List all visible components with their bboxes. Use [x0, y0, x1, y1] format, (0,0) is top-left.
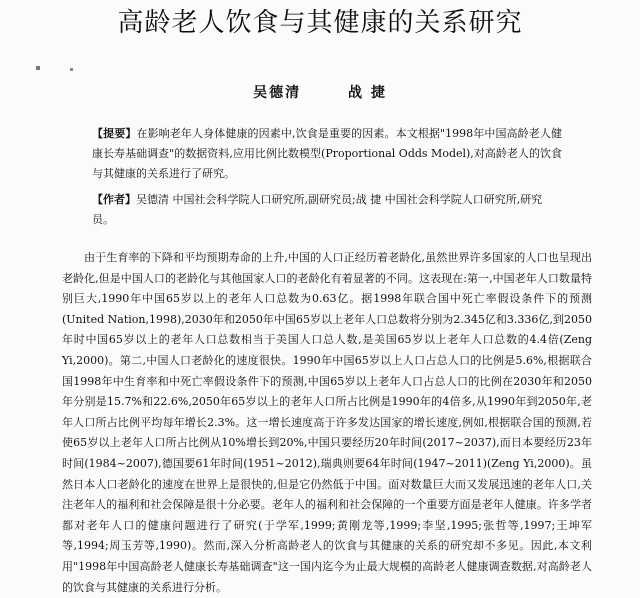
author-line	[0, 82, 640, 102]
abstract	[92, 124, 562, 184]
abstract-text: 在影响老年人身体健康的因素中,饮食是重要的因素。本文根据"1998年中国高龄老人健康长寿基础调查"的数据资料,应用比例比数模型(Proportional Odds Model),对高龄老人的饮食与其健康的关系进行了研究。	[92, 127, 562, 180]
scan-speck	[70, 68, 73, 71]
paper-title: 高龄老人饮食与其健康的关系研究	[117, 8, 523, 38]
author-info-label: 【作者】	[92, 193, 136, 206]
body-paragraph: 由于生育率的下降和平均预期寿命的上升,中国的人口正经历着老龄化,虽然世界许多国家的人口也呈现出老龄化,但是中国人口的老龄化与其他国家人口的老龄化有着显著的不同。这表现在:第一,中国老年人口数量特别巨大,1990年中国65岁以上的老年人口总数为0.63亿。据1998年联合国中死亡率假设条件下的预测(United Nation,1998),2030年和2050年中国65岁以上老年人口总数将分别为2.345亿和3.336亿,到2050年时中国65岁以上的老年人口总数相当于美国人口总人数,是美国65岁以上老年人口总数的4.4倍(Zeng Yi,2000)。第二,中国人口老龄化的速度很快。1990年中国65岁以上人口占总人口的比例是5.6%,根据联合国1998年中生育率和中死亡率假设条件下的预测,中国65岁以上老年人口占总人口的比例在2030年和2050年分别是15.7%和22.6%,2050年65岁以上的老年人口所占比例是1990年的4倍多,从1990年到2050年,老年人口所占比例平均每年增长2.3%。这一增长速度高于许多发达国家的增长速度,例如,根据联合国的预测,若使65岁以上老年人口所占比例从10%增长到20%,中国只要经历20年时间(2017~2037),而日本要经历23年时间(1984~2007),德国要61年时间(1951~2012),瑞典则要64年时间(1947~2011)(Zeng Yi,2000)。虽然日本人口老龄化的速度在世界上是很快的,但是它仍然低于中国。面对数量巨大而又发展迅速的老年人口,关注老年人的福利和社会保障是很十分必要。老年人的福利和社会保障的一个重要方面是老年人健康。许多学者都对老年人口的健康问题进行了研究(于学军,1999;黄刚龙等,1999;李坚,1995;张哲等,1997;王坤军等,1994;周玉芳等,1990)。然而,深入分析高龄老人的饮食与其健康的关系的研究却不多见。因此,本文利用"1998年中国高龄老人健康长寿基础调查"这一国内迄今为止最大规模的高龄老人健康调查数据,对高龄老人的饮食与其健康的关系进行分析。	[62, 251, 592, 594]
author-info-text: 吴德清 中国社会科学院人口研究所,副研究员;战 捷 中国社会科学院人口研究所,研究员。	[92, 193, 543, 226]
author-name: 吴德清	[253, 85, 302, 101]
scan-speck	[36, 66, 40, 70]
author-name: 战 捷	[348, 85, 387, 101]
author-info	[92, 190, 562, 230]
abstract-label: 【提要】	[92, 127, 137, 140]
